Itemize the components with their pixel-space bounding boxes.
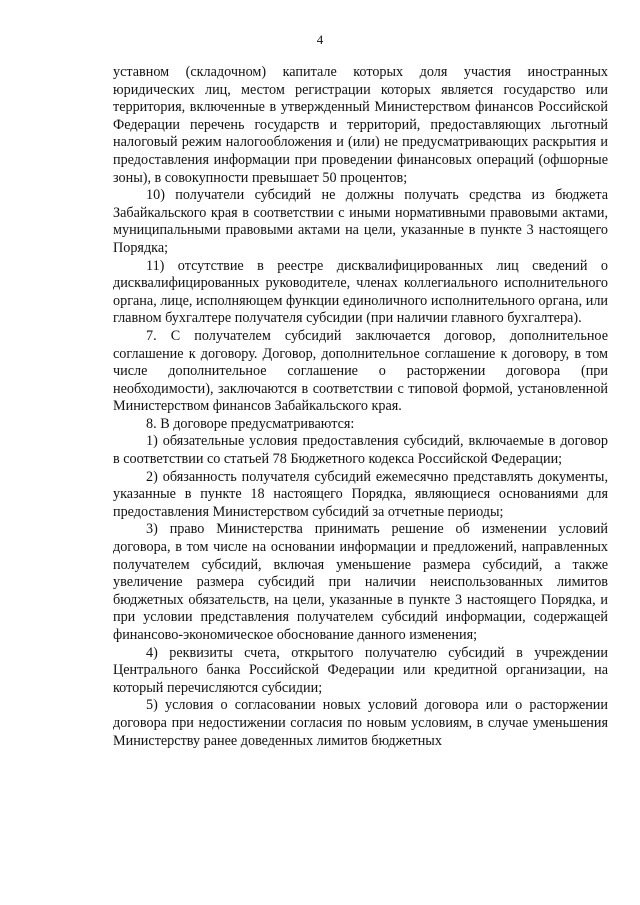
document-body (113, 64, 608, 750)
page-number: 4 (316, 32, 324, 47)
paragraph-subitem-2: 2) обязанность получателя субсидий ежемесячно представлять документы, указанные в пункте 18 настоящего Порядка, являющиеся основаниями для предоставления Министерством субсидий за отчетные периоды; (113, 468, 608, 520)
paragraph-clause-8: 8. В договоре предусматриваются: (146, 415, 355, 432)
paragraph-continuation-offshore: уставном (складочном) капитале которых доля участия иностранных юридических лиц, местом регистрации которых является государство или территория, включенные в утвержденный Министерством финансов Российской Федерации перечень государств и территорий, предоставляющих льготный налоговый режим налогообложения и (или) не предусматривающих раскрытия и предоставления информации при проведении финансовых операций (офшорные зоны), в совокупности превышает 50 процентов; (113, 64, 608, 186)
paragraph-item-11: 11) отсутствие в реестре дисквалифицированных лиц сведений о дисквалифицированных руководителе, членах коллегиального исполнительного органа, лице, исполняющем функции единоличного исполнительного органа, или главном бухгалтере получателя субсидии (при наличии главного бухгалтера). (113, 257, 608, 327)
paragraph-item-10: 10) получатели субсидий не должны получать средства из бюджета Забайкальского края в соответствии с иными нормативными правовыми актами, муниципальными правовыми актами на цели, указанные в пункте 3 настоящего Порядка; (113, 187, 608, 256)
paragraph-clause-7: 7. С получателем субсидий заключается договор, дополнительное соглашение к договору. Договор, дополнительное соглашение к договору, в том числе дополнительное соглашение о расторжении договора (при необходимости), заключаются в соответствии с типовой формой, установленной Министерством финансов Забайкальского края. (113, 327, 608, 415)
paragraph-subitem-3: 3) право Министерства принимать решение об изменении условий договора, в том числе на основании информации и предложений, направленных получателем субсидий, включая уменьшение размера субсидий, а также увеличение размера субсидий при наличии неиспользованных лимитов бюджетных обязательств, на цели, указанные в пункте 3 настоящего Порядка, и при условии представления получателем субсидий информации, содержащей финансово-экономическое обоснование данного изменения; (113, 521, 608, 643)
paragraph-subitem-4: 4) реквизиты счета, открытого получателю субсидий в учреждении Центрального банка Российской Федерации или кредитной организации, на который перечисляются субсидии; (113, 644, 608, 696)
paragraph-subitem-1: 1) обязательные условия предоставления субсидий, включаемые в договор в соответствии со статьей 78 Бюджетного кодекса Российской Федерации; (113, 433, 608, 468)
paragraph-subitem-5: 5) условия о согласовании новых условий договора или о расторжении договора при недостижении согласия по новым условиям, в случае уменьшения Министерству ранее доведенных лимитов бюджетных (113, 697, 608, 749)
